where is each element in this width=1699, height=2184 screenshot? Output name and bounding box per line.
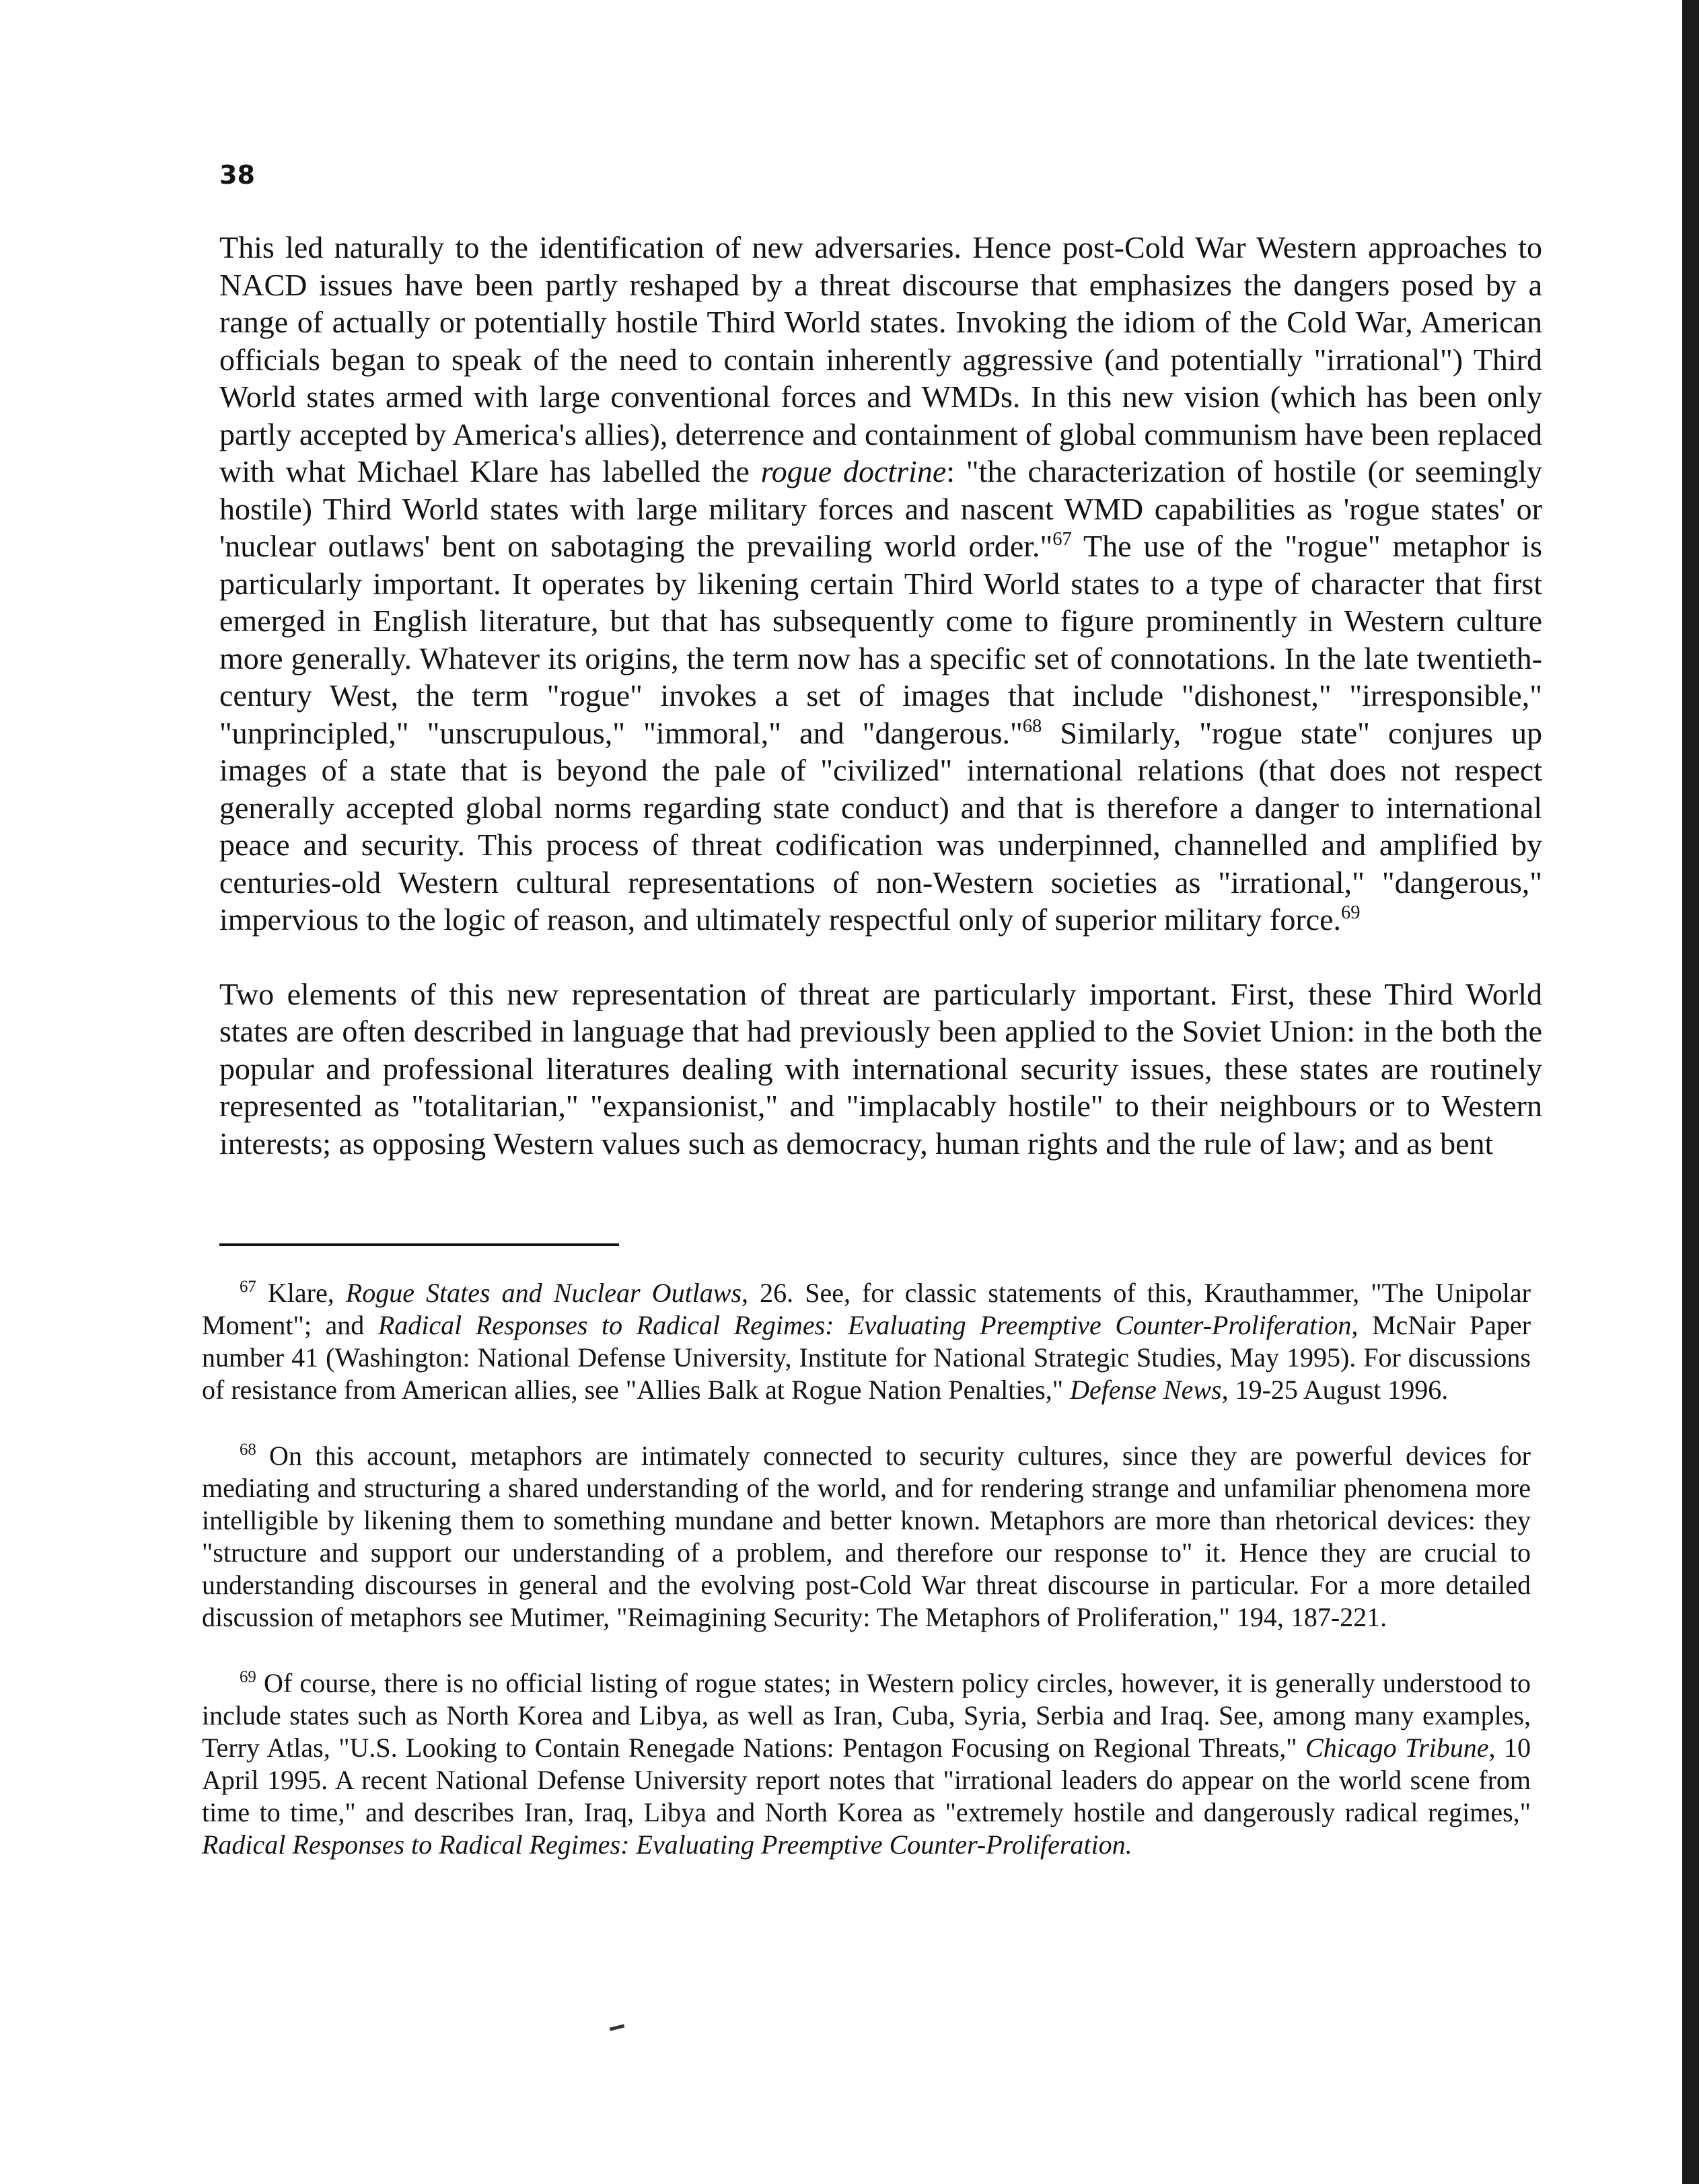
footnote-67-text-c: McNair Paper number 41 (Washington: National Defense University, Institute for National Strategic Studies, May 1995). For discussions of resistance from American allies, see "Allies Balk at Rogue Nation Penalties," xyxy=(202,1310,1531,1405)
footnote-divider xyxy=(219,1243,619,1246)
footnote-69-title-a: Chicago Tribune xyxy=(1305,1733,1489,1763)
paragraph-2: Two elements of this new representation of threat are particularly important. First, these Third World states are often described in language that had previously been applied to the Soviet Union: in the both the popular and professional literatures dealing with international security issues, these states are routinely represented as "totalitarian," "expansionist," and "implacably hostile" to their neighbours or to Western interests; as opposing Western values such as democracy, human rights and the rule of law; and as bent xyxy=(219,976,1542,1161)
footnote-68 xyxy=(202,1440,1531,1634)
footnote-67-text-a: Klare, xyxy=(256,1278,346,1308)
footnotes xyxy=(202,1277,1531,1861)
footnote-number-68: 68 xyxy=(240,1441,256,1459)
paragraph-1-text-b: : "the characterization of hostile (or seemingly hostile) Third World states with large military forces and nascent WMD capabilities as 'rogue states' or 'nuclear outlaws' bent on sabotaging the prevailing world order." xyxy=(219,454,1542,563)
footnote-67 xyxy=(202,1277,1531,1406)
term-rogue-doctrine: rogue doctrine xyxy=(760,454,947,488)
footnote-67-title-a: Rogue States and Nuclear Outlaws xyxy=(345,1278,742,1308)
paragraph-1-text-c: The use of the "rogue" metaphor is particularly important. It operates by likening certain Third World states to a type of character that first emerged in English literature, but that has subsequently come to figure prominently in Western culture more generally. Whatever its origins, the term now has a specific set of connotations. In the late twentieth-century West, the term "rogue" invokes a set of images that include "dishonest," "irresponsible," "unprincipled," "unscrupulous," "immoral," and "dangerous." xyxy=(219,529,1542,750)
footnote-69 xyxy=(202,1667,1531,1861)
page-number: 38 xyxy=(219,160,255,190)
footnote-ref-68[interactable]: 68 xyxy=(1022,715,1042,737)
footnote-ref-67[interactable]: 67 xyxy=(1052,528,1072,550)
footnote-ref-69[interactable]: 69 xyxy=(1341,902,1361,923)
scan-mark xyxy=(610,2024,625,2031)
footnote-67-text-d: , 19-25 August 1996. xyxy=(1221,1375,1449,1405)
footnote-69-text-a: Of course, there is no official listing of rogue states; in Western policy circles, however, it is generally understood to include states such as North Korea and Libya, as well as Iran, Cuba, Syria, Serbia and Iraq. See, among many examples, Terry Atlas, "U.S. Looking to Contain Renegade Nations: Pentagon Focusing on Regional Threats," xyxy=(202,1668,1531,1763)
paragraph-1-text-a: This led naturally to the identification of new adversaries. Hence post-Cold War Western approaches to NACD issues have been partly reshaped by a threat discourse that emphasizes the dangers posed by a range of actually or potentially hostile Third World states. Invoking the idiom of the Cold War, American officials began to speak of the need to contain inherently aggressive (and potentially "irrational") Third World states armed with large conventional forces and WMDs. In this new vision (which has been only partly accepted by America's allies), deterrence and containment of global communism have been replaced with what Michael Klare has labelled the xyxy=(219,230,1542,488)
body-text xyxy=(219,229,1542,1162)
paragraph-1 xyxy=(219,229,1542,939)
footnote-68-text: On this account, metaphors are intimately connected to security cultures, since they are powerful devices for mediating and structuring a shared understanding of the world, and for rendering strange and unfamiliar phenomena more intelligible by likening them to something mundane and better known. Metaphors are more than rhetorical devices: they "structure and support our understanding of a problem, and therefore our response to" it. Hence they are crucial to understanding discourses in general and the evolving post-Cold War threat discourse in particular. For a more detailed discussion of metaphors see Mutimer, "Reimagining Security: The Metaphors of Proliferation," 194, 187-221. xyxy=(202,1441,1531,1632)
footnote-number-69: 69 xyxy=(240,1668,256,1687)
footnote-67-title-b: Radical Responses to Radical Regimes: Evaluating Preemptive Counter-Proliferation, xyxy=(377,1310,1359,1340)
footnote-69-text-b: , 10 April 1995. A recent National Defense University report notes that "irrational leaders do appear on the world scene from time to time," and describes Iran, Iraq, Libya and North Korea as "extremely hostile and dangerously radical regimes," xyxy=(202,1733,1531,1827)
footnote-67-title-c: Defense News xyxy=(1070,1375,1222,1405)
footnote-number-67: 67 xyxy=(240,1278,256,1297)
footnote-67-text-b: , 26. See, for classic statements of this, Krauthammer, "The Unipolar Moment"; and xyxy=(202,1278,1531,1340)
scan-edge xyxy=(1682,0,1699,2184)
paragraph-1-text-d: Similarly, "rogue state" conjures up images of a state that is beyond the pale of "civilized" international relations (that does not respect generally accepted global norms regarding state conduct) and that is therefore a danger to international peace and security. This process of threat codification was underpinned, channelled and amplified by centuries-old Western cultural representations of non-Western societies as "irrational," "dangerous," impervious to the logic of reason, and ultimately respectful only of superior military force. xyxy=(219,715,1543,937)
footnote-69-title-b: Radical Responses to Radical Regimes: Evaluating Preemptive Counter-Proliferation. xyxy=(202,1829,1132,1860)
